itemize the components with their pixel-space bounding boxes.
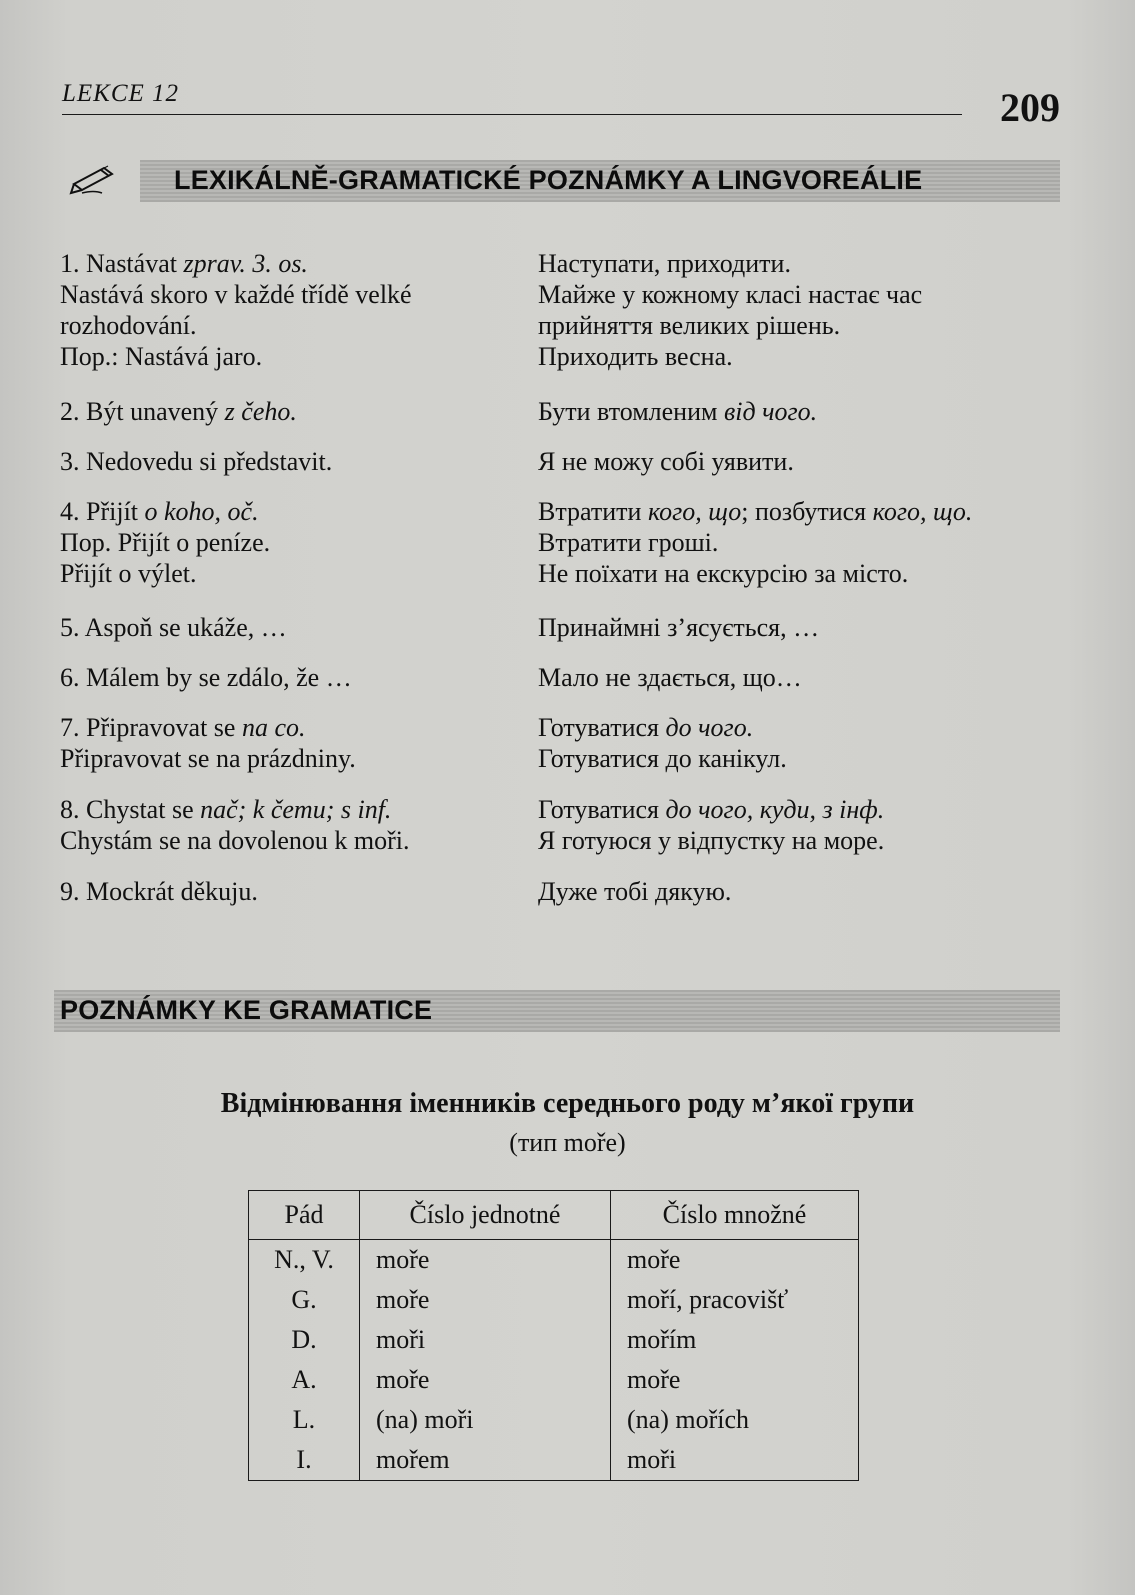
entry-line [538,279,1078,310]
czech-column [60,662,530,693]
czech-column [60,876,530,907]
ukrainian-column [538,496,1078,589]
plural-cell: moří, pracovišť [611,1280,859,1320]
entry-text: 6. Málem by se zdálo, že … [60,663,352,692]
entry-text: Přijít o výlet. [60,559,197,588]
italic-text: від чого. [723,397,818,426]
entry-line [538,248,1078,279]
singular-cell: (na) moři [360,1400,611,1440]
entry-text: Втратити гроші. [538,528,719,557]
entry-line [60,876,530,907]
table-row [249,1400,859,1440]
ukrainian-column [538,396,1078,427]
czech-column [60,248,530,372]
entry-text: Дуже тобі дякую. [538,877,732,906]
entry-line [60,527,530,558]
entry-text: 9. Mockrát děkuju. [60,877,258,906]
entry-line [60,496,530,527]
entry-text: Пор.: Nastává jaro. [60,342,263,371]
entry-text: Nastává skoro v každé třídě velké [60,280,412,309]
section-banner-lexical [140,160,1060,202]
plural-cell: moři [611,1440,859,1481]
entry-text: rozhodování. [60,311,197,340]
entry-line [538,743,1078,774]
entry-line [538,794,1078,825]
table-row [249,1240,859,1281]
czech-column [60,612,530,643]
entry-line [60,396,530,427]
entry-text: 7. Připravovat se [60,713,242,742]
table-row [249,1280,859,1320]
running-header [62,78,962,115]
entry-line [538,712,1078,743]
entry-line [538,446,1078,477]
case-cell: L. [249,1400,360,1440]
italic-text: o koho, oč. [144,497,259,526]
entry-line [60,310,530,341]
czech-column [60,496,530,589]
entry-text: 4. Přijít [60,497,145,526]
singular-cell: moře [360,1280,611,1320]
entry-text: Приходить весна. [538,342,733,371]
entry-line [60,558,530,589]
czech-column [60,794,530,856]
table-row [249,1360,859,1400]
czech-column [60,712,530,774]
entry-text: Chystám se na dovolenou k moři. [60,826,410,855]
pencil-icon [68,160,124,196]
column-header: Číslo množné [611,1191,859,1240]
entry-text: Мало не здається, що… [538,663,802,692]
italic-text: кого, що [647,497,742,526]
column-header: Pád [249,1191,360,1240]
entry-text: Я готуюся у відпустку на море. [538,826,885,855]
entry-text: Принаймні з’ясується, … [538,613,820,642]
page-number: 209 [1000,85,1060,130]
entry-line [538,527,1078,558]
declension-subheading: (тип moře) [509,1128,626,1157]
entry-text: 2. Být unavený [60,397,225,426]
italic-text: до чого. [665,713,754,742]
entry-line [60,341,530,372]
entry-line [538,662,1078,693]
entry-text: Не поїхати на екскурсію за місто. [538,559,909,588]
plural-cell: (na) mořích [611,1400,859,1440]
singular-cell: moře [360,1360,611,1400]
entry-text: Втратити [538,497,648,526]
plural-cell: moře [611,1360,859,1400]
case-cell: I. [249,1440,360,1481]
entry-line [538,876,1078,907]
lesson-label: LEKCE 12 [62,80,180,107]
entry-line [60,248,530,279]
entry-text: Я не можу собі уявити. [538,447,794,476]
entry-line [538,396,1078,427]
entry-line [538,496,1078,527]
italic-text: na co. [241,713,306,742]
ukrainian-column [538,446,1078,477]
entry-text: прийняття великих рішень. [538,311,841,340]
italic-text: z čeho. [224,397,297,426]
entry-text: 3. Nedovedu si představit. [60,447,333,476]
section-title-grammar: POZNÁMKY KE GRAMATICE [60,995,433,1025]
entry-line [60,662,530,693]
entry-text: Бути втомленим [538,397,724,426]
entry-line [60,743,530,774]
entry-line [538,558,1078,589]
czech-column [60,446,530,477]
case-cell: G. [249,1280,360,1320]
entry-text: Майже у кожному класі настає час [538,280,923,309]
entry-text: Пор. Přijít o peníze. [60,528,271,557]
italic-text: до чого, куди, з інф. [665,795,885,824]
ukrainian-column [538,612,1078,643]
declension-heading: Відмінювання іменників середнього роду м’якої групи [220,1088,915,1119]
entry-text: Připravovat se na prázdniny. [60,744,356,773]
italic-text: nač; k čemu; s inf. [200,795,392,824]
ukrainian-column [538,662,1078,693]
entry-text: ; позбутися [741,497,873,526]
entry-text: Готуватися [538,795,666,824]
ukrainian-column [538,794,1078,856]
case-cell: N., V. [249,1240,360,1281]
italic-text: кого, що. [872,497,973,526]
table-header-row [249,1191,859,1240]
ukrainian-column [538,248,1078,372]
entry-line [60,712,530,743]
entry-text: Наступати, приходити. [538,249,791,278]
entry-text: 8. Chystat se [60,795,201,824]
ukrainian-column [538,712,1078,774]
ukrainian-column [538,876,1078,907]
table-row [249,1440,859,1481]
singular-cell: moře [360,1240,611,1281]
entry-line [538,612,1078,643]
entry-text: 5. Aspoň se ukáže, … [60,613,287,642]
section-banner-grammar [54,990,1060,1032]
entry-text: Готуватися [538,713,666,742]
declension-table [248,1190,859,1481]
czech-column [60,396,530,427]
table-row [249,1320,859,1360]
entry-line [538,341,1078,372]
plural-cell: mořím [611,1320,859,1360]
case-cell: A. [249,1360,360,1400]
plural-cell: moře [611,1240,859,1281]
entry-line [538,825,1078,856]
entry-line [60,446,530,477]
entry-line [60,279,530,310]
singular-cell: mořem [360,1440,611,1481]
entry-line [60,612,530,643]
column-header: Číslo jednotné [360,1191,611,1240]
section-title-lexical: LEXIKÁLNĚ-GRAMATICKÉ POZNÁMKY A LINGVOREÁLIE [174,165,923,195]
case-cell: D. [249,1320,360,1360]
singular-cell: moři [360,1320,611,1360]
entry-line [538,310,1078,341]
entry-text: Готуватися до канікул. [538,744,787,773]
italic-text: zprav. 3. os. [183,249,308,278]
entry-line [60,794,530,825]
entry-text: 1. Nastávat [60,249,184,278]
entry-line [60,825,530,856]
